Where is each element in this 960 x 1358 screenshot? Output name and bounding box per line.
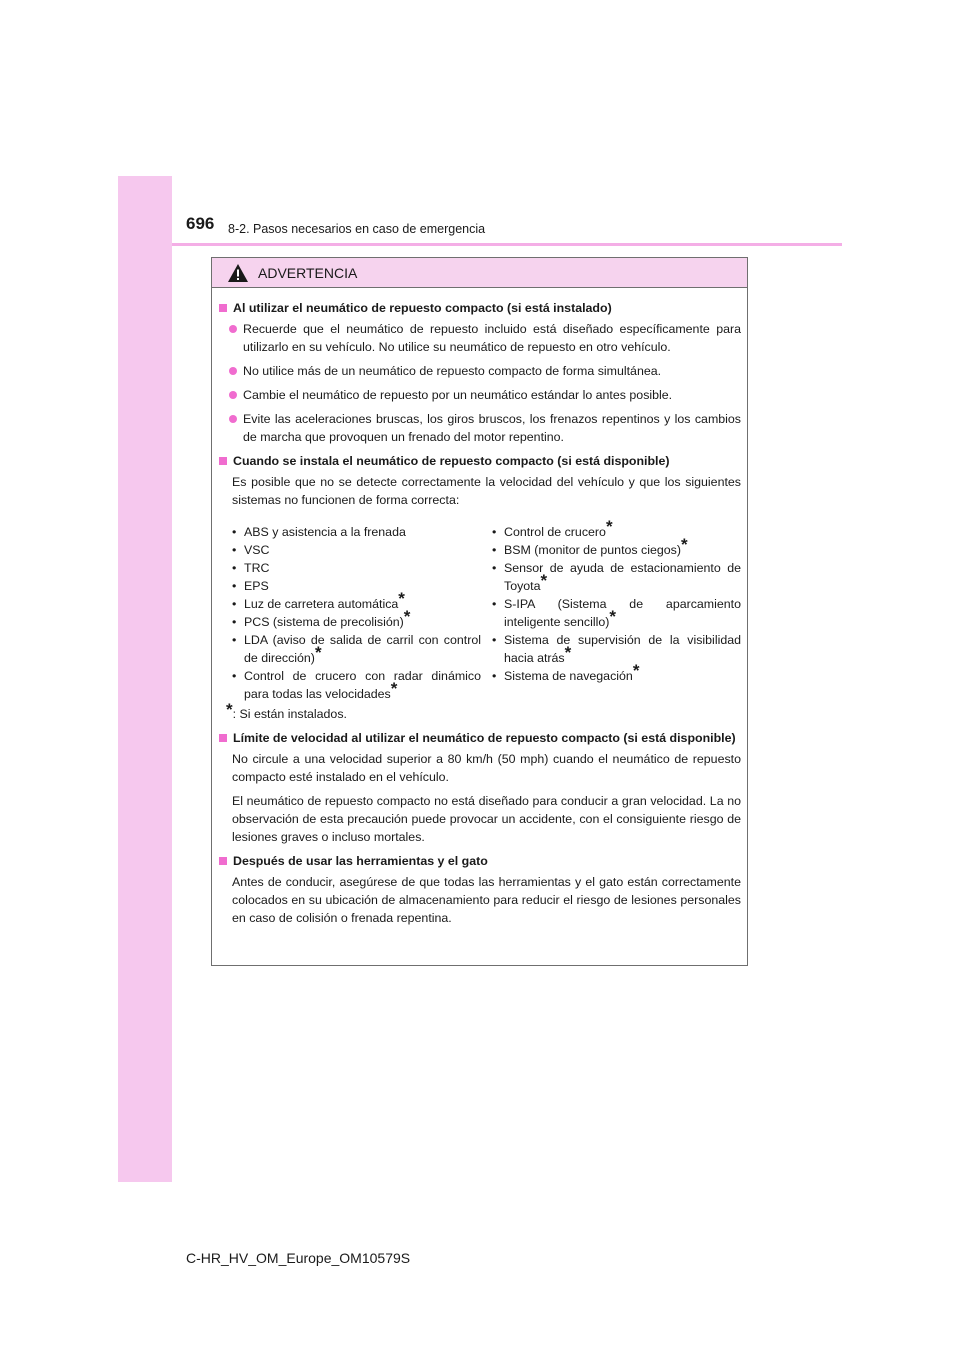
- warning-box: [211, 257, 748, 966]
- system-item: • BSM (monitor de puntos ciegos)*: [492, 541, 741, 559]
- system-item: • Luz de carretera automática*: [232, 595, 481, 613]
- section-title: 8-2. Pasos necesarios en caso de emergencia: [228, 222, 486, 236]
- system-item: • Sistema de supervisión de la visibilidad hacia atrás*: [492, 631, 741, 667]
- system-item: • LDA (aviso de salida de carril con control de dirección)*: [232, 631, 481, 667]
- square-bullet-icon: [219, 734, 227, 742]
- list-item: Cambie el neumático de repuesto por un neumático estándar lo antes posible.: [219, 386, 741, 404]
- system-item: • EPS: [232, 577, 481, 595]
- system-item: • Sistema de navegación*: [492, 667, 741, 685]
- section-heading: Límite de velocidad al utilizar el neumático de repuesto compacto (si está disponible): [219, 729, 741, 747]
- system-item: • Control de crucero*: [492, 523, 741, 541]
- round-bullet-icon: [229, 415, 237, 423]
- footnote-text: : Si están instalados.: [232, 707, 347, 721]
- warning-title: ADVERTENCIA: [258, 264, 358, 281]
- round-bullet-icon: [229, 367, 237, 375]
- list-item: No utilice más de un neumático de repuesto compacto de forma simultánea.: [219, 362, 741, 380]
- warning-triangle-icon: [227, 263, 249, 283]
- system-item: • S-IPA (Sistema de aparcamiento inteligente sencillo)*: [492, 595, 741, 631]
- footnote-star: *: [226, 700, 233, 719]
- round-bullet-icon: [229, 325, 237, 333]
- warning-header: [212, 258, 747, 288]
- paragraph: Antes de conducir, asegúrese de que todas las herramientas y el gato están correctamente colocados en su ubicación de almacenamiento para reducir el riesgo de lesiones personales en caso de colisión o frenada repentina.: [232, 875, 741, 925]
- section-heading: Al utilizar el neumático de repuesto compacto (si está instalado): [219, 299, 741, 317]
- systems-column-left: [232, 523, 481, 703]
- systems-list: [219, 517, 741, 703]
- system-item: • ABS y asistencia a la frenada: [232, 523, 481, 541]
- square-bullet-icon: [219, 857, 227, 865]
- system-item: • TRC: [232, 559, 481, 577]
- square-bullet-icon: [219, 304, 227, 312]
- system-item: • VSC: [232, 541, 481, 559]
- paragraph: No circule a una velocidad superior a 80 km/h (50 mph) cuando el neumático de repuesto compacto esté instalado en el vehículo.: [232, 752, 741, 784]
- document-code: C-HR_HV_OM_Europe_OM10579S: [186, 1250, 411, 1266]
- section-heading: Después de usar las herramientas y el gato: [219, 852, 741, 870]
- warning-body: [212, 288, 747, 927]
- list-item: Evite las aceleraciones bruscas, los giros bruscos, los frenazos repentinos y los cambios de marcha que provoquen un frenado del motor repentino.: [219, 410, 741, 446]
- square-bullet-icon: [219, 457, 227, 465]
- list-item: Recuerde que el neumático de repuesto incluido está diseñado específicamente para utilizarlo en su vehículo. No utilice su neumático de repuesto en otro vehículo.: [219, 320, 741, 356]
- round-bullet-icon: [229, 391, 237, 399]
- header-rule: [172, 243, 842, 246]
- paragraph: El neumático de repuesto compacto no está diseñado para conducir a gran velocidad. La no observación de esta precaución puede provocar un accidente, con el consiguiente riesgo de lesiones graves o incluso mortales.: [232, 794, 741, 844]
- section-heading: Cuando se instala el neumático de repuesto compacto (si está disponible): [219, 452, 741, 470]
- section-text: Es posible que no se detecte correctamente la velocidad del vehículo y que los siguientes sistemas no funcionen de forma correcta:: [232, 475, 741, 507]
- system-item: • Control de crucero con radar dinámico para todas las velocidades*: [232, 667, 481, 703]
- side-tab-bar: [118, 176, 172, 1182]
- footnote: [219, 700, 741, 723]
- system-item: • PCS (sistema de precolisión)*: [232, 613, 481, 631]
- system-item: • Sensor de ayuda de estacionamiento de Toyota*: [492, 559, 741, 595]
- page-number: 696: [186, 214, 215, 233]
- systems-column-right: [492, 517, 741, 703]
